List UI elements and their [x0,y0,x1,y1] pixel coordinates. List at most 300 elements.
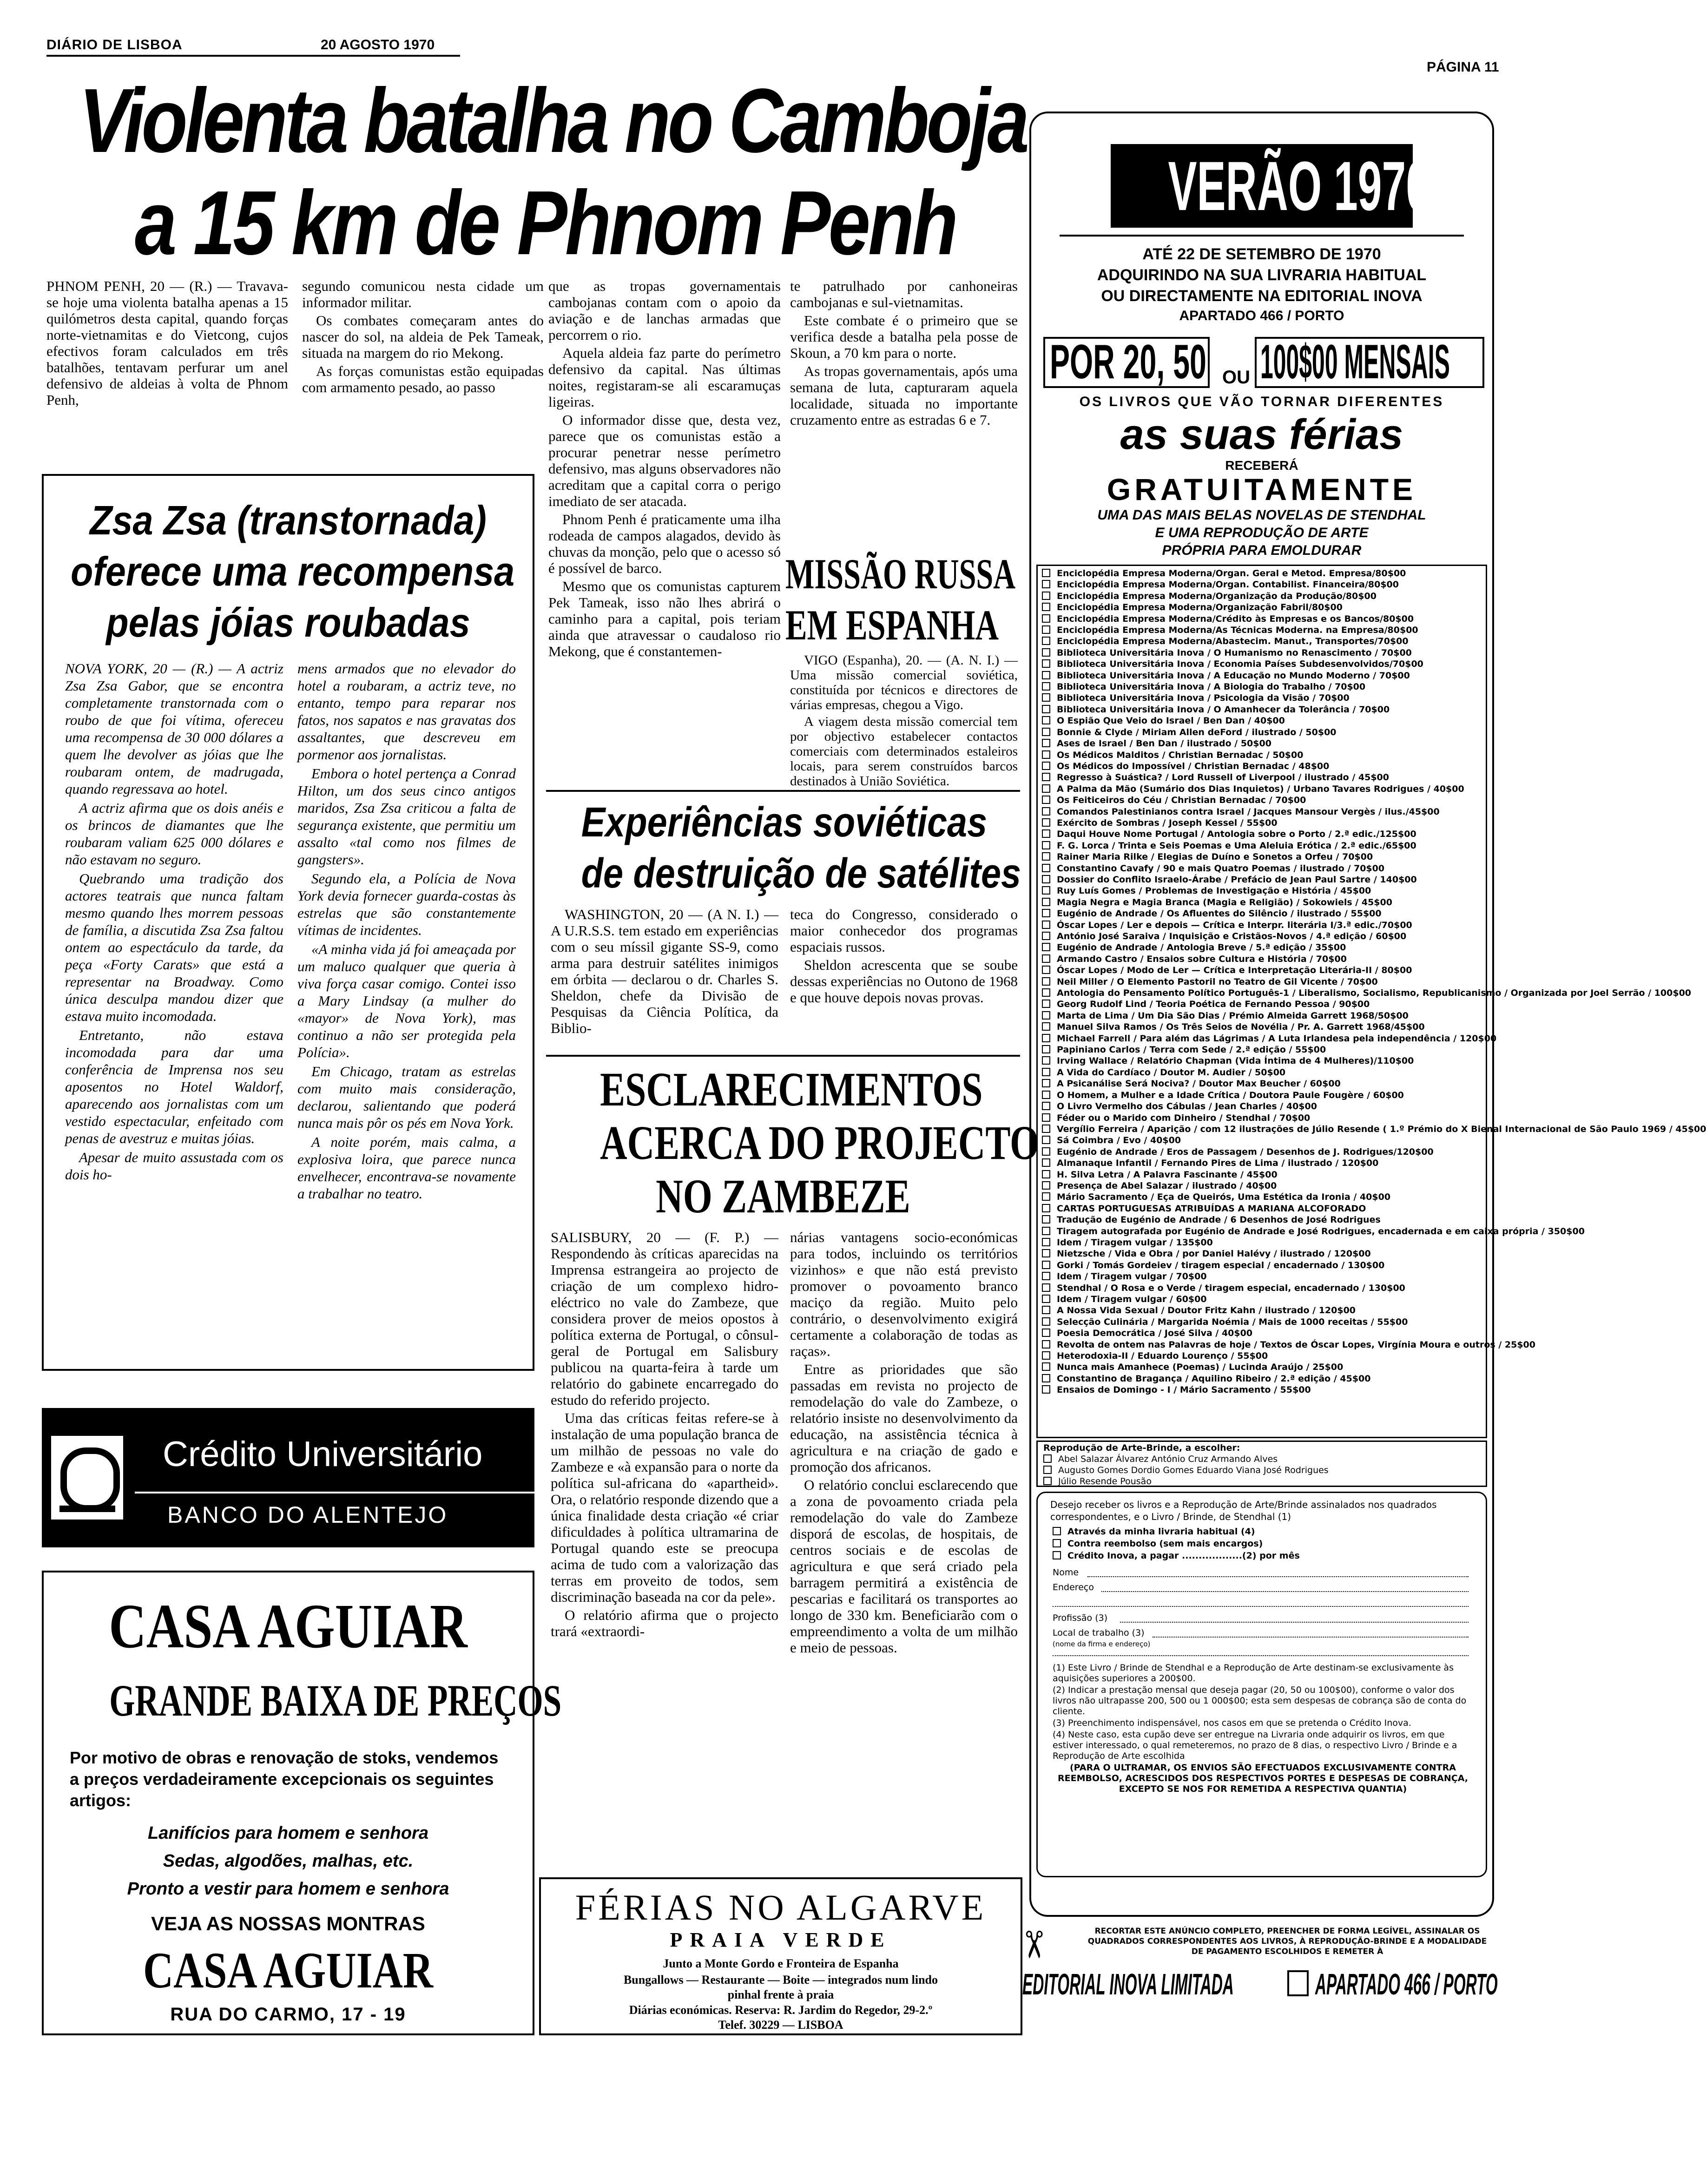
checkbox-icon[interactable] [1042,569,1050,577]
book-list-item[interactable] [1042,1260,1483,1271]
book-title: Enciclopédia Empresa Moderna/Organização Fabril/80$00 [1057,602,1343,613]
book-title: Poesia Democrática / José Silva / 40$00 [1057,1328,1253,1339]
checkbox-icon[interactable] [1042,728,1050,736]
checkbox-icon[interactable] [1042,1170,1050,1178]
book-list-item[interactable] [1042,897,1483,908]
inova-form-2[interactable] [1053,1526,1255,1537]
reproducao-label: Abel Salazar Álvarez António Cruz Armando Alves [1058,1454,1278,1464]
checkbox-icon[interactable] [1042,784,1050,793]
checkbox-icon[interactable] [1042,1215,1050,1224]
book-list-item[interactable] [1042,1158,1483,1169]
paragraph: A actriz afirma que os dois anéis e os brincos de diamantes que lhe roubaram valiam 625 000 dólares e não estavam no seguro. [65,800,283,868]
paragraph: segundo comunicou nesta cidade um informador militar. [302,278,544,310]
ferias-line-4: Telef. 30229 — LISBOA [718,2018,843,2032]
book-list-item[interactable] [1042,1203,1483,1214]
book-title: Neil Miller / O Elemento Pastoril no Teatro de Gil Vicente / 70$00 [1057,976,1378,987]
book-list-item[interactable] [1042,1226,1585,1237]
paragraph: NOVA YORK, 20 — (R.) — A actriz Zsa Zsa Gabor, que se encontra completamente transtornada com o roubo de que foi vítima, ofereceu uma recompensa de 30 000 dólares a quem lhe devolver as jóias que lhe roubaram ontem, de madrugada, quando regressava ao hotel. [65,660,283,797]
book-title: O Livro Vermelho dos Cábulas / Jean Charles / 40$00 [1057,1101,1317,1112]
checkbox-icon[interactable] [1042,1102,1050,1110]
checkbox-icon[interactable] [1042,1385,1050,1394]
book-title: Óscar Lopes / Modo de Ler — Crítica e Interpretação Literária-II / 80$00 [1057,965,1412,976]
inova-form-4[interactable] [1053,1550,1300,1561]
book-list-item[interactable] [1042,987,1692,999]
inova-price-b-text: 100$00 MENSAIS [1260,335,1450,389]
aguiar-title: CASA AGUIAR [109,1592,468,1661]
book-title: Nietzsche / Vida e Obra / por Daniel Halévy / ilustrado / 120$00 [1057,1249,1371,1259]
inova-acq-2: OU DIRECTAMENTE NA EDITORIAL INOVA [1101,287,1423,305]
inova-form-3[interactable] [1053,1538,1263,1549]
checkbox-icon[interactable] [1042,1091,1050,1099]
paragraph: Quebrando uma tradição dos actores teatrais que nunca faltam mesmo quando lhes morrem pessoas de família, a discutida Zsa Zsa faltou ontem ao espectáculo da tarde, da peça «Forty Carats» que está a representar na Broadway. Como única desculpa mandou dizer que estava muito incomodada. [65,870,283,1024]
book-list-item[interactable] [1042,636,1483,647]
book-list-item[interactable] [1042,591,1483,602]
checkbox-icon[interactable] [1042,875,1050,883]
book-title: Almanaque Infantil / Fernando Pires de Lima / ilustrado / 120$00 [1057,1158,1379,1169]
paragraph: que as tropas governamentais cambojanas contam com o apoio da aviação e de lanchas armadas que percorrem o rio. [548,278,781,343]
aguiar-cta: VEJA AS NOSSAS MONTRAS [151,1913,425,1934]
book-list-item[interactable] [1042,863,1483,874]
book-list-item[interactable] [1042,942,1483,953]
book-title: Eugénio de Andrade / Os Afluentes do Silêncio / ilustrado / 55$00 [1057,908,1382,919]
book-list-item[interactable] [1042,613,1483,625]
book-list-item[interactable] [1042,1055,1483,1066]
book-list-item[interactable] [1042,1044,1483,1055]
book-list-item[interactable] [1042,579,1483,590]
checkbox-icon[interactable] [1042,1192,1050,1201]
book-title: Idem / Tiragem vulgar / 60$00 [1057,1294,1207,1304]
book-list-item[interactable] [1042,1373,1483,1384]
aguiar-title-2: CASA AGUIAR [143,1942,433,1999]
book-list-item[interactable] [1042,704,1483,715]
aguiar-item-2: Sedas, algodões, malhas, etc. [163,1851,414,1871]
inova-price-a [1043,337,1210,388]
checkbox-icon[interactable] [1042,1204,1050,1212]
book-title: Enciclopédia Empresa Moderna/Crédito às Empresas e os Bancos/80$00 [1057,613,1414,624]
paragraph: Entretanto, não estava incomodada para dar uma conferência de Imprensa nos seu aposentos no Hotel Waldorf, aparecendo aos jornalistas com um vestido espectacular, enfeitado com penas de avestruz e muitas jóias. [65,1027,283,1146]
inova-notes [1053,1663,1473,1796]
checkbox-icon[interactable] [1043,1454,1052,1463]
book-title: Eugénio de Andrade / Eros de Passagem / Desenhos de J. Rodrigues/120$00 [1057,1146,1434,1157]
form-note: (PARA O ULTRAMAR, OS ENVIOS SÃO EFECTUADOS EXCLUSIVAMENTE CONTRA REEMBOLSO, ACRESCIDOS DOS RESPECTIVOS PORTES E DESPESAS DE COBRANÇA, EXCEPTO SE NOS FOR REMETIDA A RESPECTIVA QUANTIA) [1058,1763,1468,1794]
paragraph: SALISBURY, 20 — (F. P.) — Respondendo às críticas aparecidas na Imprensa estrangeira ao projecto de criação de um complexo hidro-eléctrico no vale do Zambeze, que considera prover de meios opostos à política externa de Portugal, o cônsul-geral de Portugal em Salisbury publicou na quarta-feira à tarde um relatório do gabinete encarregado do estudo do referido projecto. [551,1229,778,1408]
book-list-item[interactable] [1042,1124,1706,1135]
paragraph: Uma das críticas feitas refere-se à instalação de uma população branca de um milhão de pessoas no vale do Zambeze e «à expansão para o norte da política sul-africana do «apartheid». Ora, o relatório responde dizendo que a única finalidade desta criação «é criar dificuldades à política ultramarina de Portugal quando este se preocupa acima de tudo com a valorização das terras em proveito de todos, sem discriminação baseada na cor da pele». [551,1410,778,1605]
checkbox-icon[interactable] [1042,625,1050,634]
checkbox-icon[interactable] [1042,1340,1050,1349]
book-list-item[interactable] [1042,1384,1483,1395]
inova-form-nome-label: Nome [1053,1567,1079,1578]
book-title: Magia Negra e Magia Branca (Magia e Religião) / Sokowiels / 45$00 [1057,897,1392,908]
checkbox-icon[interactable] [1042,818,1050,827]
satelites-headline-1: Experiências soviéticas [581,799,988,846]
inova-form-profissao-field[interactable] [1120,1622,1469,1623]
inova-acq-3: APARTADO 466 / PORTO [1179,308,1344,323]
inova-form-local-note: (nome da firma e endereço) [1053,1640,1151,1648]
inova-reproducao-2[interactable] [1043,1465,1329,1476]
book-list-item[interactable] [1042,1135,1483,1146]
book-list-item[interactable] [1042,1191,1483,1203]
masthead-date: 20 AGOSTO 1970 [321,37,435,53]
book-list-item[interactable] [1042,670,1483,681]
checkbox-icon[interactable] [1042,693,1050,702]
checkbox-icon[interactable] [1042,648,1050,657]
inova-form-nome-field[interactable] [1087,1576,1469,1577]
book-title: Óscar Lopes / Ler e depois — Crítica e Interpr. literária I/3.ª edic./70$00 [1057,920,1412,930]
book-list-item[interactable] [1042,1146,1483,1158]
book-title: Rainer Maria Rilke / Elegias de Duíno e Sonetos a Orfeu / 70$00 [1057,852,1373,862]
inova-form-endereco-field[interactable] [1101,1591,1469,1592]
zambeze-col-2 [790,1229,1018,1658]
book-list-item[interactable] [1042,727,1483,738]
checkbox-icon[interactable] [1042,1079,1050,1087]
missao-headline-1: MISSÃO RUSSA [785,550,1016,598]
credito-banner [42,1408,534,1547]
inova-cut-note: RECORTAR ESTE ANÚNCIO COMPLETO, PREENCHER DE FORMA LEGÍVEL, ASSINALAR OS QUADRADOS CORRESPONDENTES AOS LIVROS, À REPRODUÇÃO-BRINDE E A MODALIDADE DE PAGAMENTO ESCOLHIDOS E REMETER À [1087,1927,1487,1956]
form-option-label: Através da minha livraria habitual (4) [1067,1526,1255,1537]
book-list-item[interactable] [1042,1339,1535,1350]
paragraph: «A minha vida já foi ameaçada por um maluco qualquer que queria à viva força casar comigo. Contei isso a Mary Lindsay (a mulher do «mayor» de Nova York), mas continuo a não ser protegida pela Polícia». [297,941,516,1060]
checkbox-icon[interactable] [1042,898,1050,906]
book-list-item[interactable] [1042,840,1483,851]
book-title: Bonnie & Clyde / Miriam Allen deFord / ilustrado / 50$00 [1057,727,1337,737]
paragraph: Segundo ela, a Polícia de Nova York devia fornecer guarda-costas às estrelas que são constantemente vítimas de incidentes. [297,870,516,938]
checkbox-icon[interactable] [1042,1249,1050,1257]
book-list-item[interactable] [1042,1214,1483,1225]
scissors-icon: ✂ [1012,1929,1055,1960]
paragraph: O relatório conclui esclarecendo que a zona de povoamento criada pela remodelação do vale do Zambeze disporá de escolas, de hospitais, de centros sociais e de escolas de agricultura e que será criado pela barragem permitirá a existência de pescarias e facilitará os transportes ao longo de 330 km. Beneficiarão com o empreendimento a volta de um milhão e meio de pessoas. [790,1477,1018,1656]
form-option-label: Contra reembolso (sem mais encargos) [1067,1539,1263,1549]
checkbox-icon[interactable] [1042,773,1050,781]
book-title: Enciclopédia Empresa Moderna/As Técnicas Moderna. na Empresa/80$00 [1057,625,1418,636]
book-list-item[interactable] [1042,1294,1483,1305]
inova-acq-1: ADQUIRINDO NA SUA LIVRARIA HABITUAL [1097,266,1427,284]
form-note: (3) Preenchimento indispensável, nos casos em que se pretenda o Crédito Inova. [1053,1718,1411,1728]
checkbox-icon[interactable] [1042,637,1050,645]
book-title: Stendhal / O Rosa e o Verde / tiragem especial, encadernado / 130$00 [1057,1283,1405,1293]
book-list-item[interactable] [1042,602,1483,613]
book-list-item[interactable] [1042,851,1483,862]
logo-ring [60,1447,120,1512]
missao-headline-2: EM ESPANHA [785,601,999,649]
inova-form-local-field-2[interactable] [1053,1655,1469,1656]
cambodia-col-1 [46,278,288,410]
book-list-item[interactable] [1042,806,1483,817]
checkbox-icon[interactable] [1042,671,1050,679]
paragraph: te patrulhado por canhoneiras cambojanas e sul-vietnamitas. [790,278,1018,310]
book-title: Biblioteca Universitária Inova / Economia Países Subdesenvolvidos/70$00 [1057,659,1423,670]
book-list-item[interactable] [1042,931,1483,942]
book-list-item[interactable] [1042,885,1483,896]
checkbox-icon[interactable] [1042,1034,1050,1042]
book-title: Antologia do Pensamento Político Português-1 / Liberalismo, Socialismo, Republicanismo / Organizada por Joel Serrão / 100$00 [1057,988,1692,999]
book-list-item[interactable] [1042,772,1483,783]
checkbox-icon[interactable] [1042,1158,1050,1167]
book-title: Biblioteca Universitária Inova / Psicologia da Visão / 70$00 [1057,693,1350,704]
book-title: Constantino de Bragança / Aquilino Ribeiro / 2.ª edição / 45$00 [1057,1373,1371,1384]
logo-bar [59,1506,115,1512]
checkbox-icon[interactable] [1042,1374,1050,1382]
book-title: Biblioteca Universitária Inova / A Biologia do Trabalho / 70$00 [1057,682,1366,692]
satelites-col-2 [790,906,1018,1007]
paragraph: Sheldon acrescenta que se soube dessas experiências no Outono de 1968 e que houve depois novas provas. [790,957,1018,1006]
book-list-item[interactable] [1042,999,1483,1010]
checkbox-icon[interactable] [1042,1181,1050,1190]
book-title: O Espião Que Veio do Israel / Ben Dan / 40$00 [1057,716,1285,726]
book-title: Vergílio Ferreira / Aparição / com 12 ilustrações de Júlio Resende ( 1.º Prémio do X Bienal Internacional de São Paulo 1969 / 45$00 [1057,1124,1706,1134]
paragraph: O informador disse que, desta vez, parece que os comunistas estão a procurar penetrar nesse perímetro defensivo, mas alguns observadores não acreditam que a capital corra o perigo imediato de ser atacada. [548,412,781,509]
checkbox-icon[interactable] [1042,864,1050,872]
credito-bank: BANCO DO ALENTEJO [167,1502,448,1528]
book-title: Michael Farrell / Para além das Lágrimas / A Luta Irlandesa pela independência / 120$00 [1057,1033,1497,1044]
book-list-item[interactable] [1042,783,1483,795]
checkbox-icon[interactable] [1042,750,1050,759]
paragraph: teca do Congresso, considerado o maior conhecedor dos programas espaciais russos. [790,906,1018,955]
checkbox-icon[interactable] [1042,1306,1050,1314]
book-list-item[interactable] [1042,1010,1483,1021]
checkbox-icon[interactable] [1042,580,1050,588]
book-title: Dossier do Conflito Israelo-Árabe / Prefácio de Jean Paul Sartre / 140$00 [1057,874,1417,885]
paragraph: Embora o hotel pertença a Conrad Hilton, um dos seus cinco antigos maridos, Zsa Zsa criticou a falta de segurança existente, que permitiu um assalto «tal como nos filmes de gangsters». [297,765,516,868]
checkbox-icon[interactable] [1042,1022,1050,1031]
checkbox-icon[interactable] [1053,1527,1061,1535]
checkbox-icon[interactable] [1042,1068,1050,1076]
aguiar-item-3: Pronto a vestir para homem e senhora [127,1879,449,1899]
book-title: Biblioteca Universitária Inova / A Educação no Mundo Moderno / 70$00 [1057,670,1410,681]
checkbox-icon[interactable] [1043,1466,1052,1474]
checkbox-icon[interactable] [1042,1272,1050,1280]
form-option-label: Crédito Inova, a pagar ..................(2) por mês [1067,1551,1300,1561]
checkbox-icon[interactable] [1053,1539,1061,1547]
checkbox-icon[interactable] [1042,909,1050,917]
satelites-rule-top [546,790,1020,792]
book-list-item[interactable] [1042,1180,1483,1191]
form-note: (4) Neste caso, esta cupão deve ser entregue na Livraria onde adquirir os livros, em que estiver interessado, o qual remeteremos, no prazo de 8 dias, o respectivo Livro / Brinde e a Reprodução de Arte escolhida [1053,1730,1457,1761]
checkbox-icon[interactable] [1042,1125,1050,1133]
book-title: Constantino Cavafy / 90 e mais Quatro Poemas / ilustrado / 70$00 [1057,863,1385,874]
book-list-item[interactable] [1042,1328,1483,1339]
book-list-item[interactable] [1042,829,1483,840]
book-list-item[interactable] [1042,795,1483,806]
book-title: Sá Coimbra / Evo / 40$00 [1057,1135,1181,1146]
checkbox-icon[interactable] [1042,954,1050,963]
checkbox-icon[interactable] [1042,1056,1050,1065]
book-title: Exército de Sombras / Joseph Kessel / 55$00 [1057,817,1278,828]
checkbox-icon[interactable] [1042,1000,1050,1008]
checkbox-icon[interactable] [1042,807,1050,816]
checkbox-icon[interactable] [1042,659,1050,668]
checkbox-icon[interactable] [1042,852,1050,861]
book-list-item[interactable] [1042,1078,1483,1089]
checkbox-icon[interactable] [1042,932,1050,940]
checkbox-icon[interactable] [1042,966,1050,974]
book-title: Féder ou o Marido com Dinheiro / Stendhal / 70$00 [1057,1112,1311,1123]
ferias-line-1: Junto a Monte Gordo e Fronteira de Espanha [663,1957,899,1970]
reproducao-label: Júlio Resende Pousão [1058,1476,1152,1487]
checkbox-icon[interactable] [1042,1238,1050,1246]
inova-novela-2: E UMA REPRODUÇÃO DE ARTE [1155,525,1369,540]
book-list-item[interactable] [1042,658,1483,670]
book-list-item[interactable] [1042,874,1483,885]
book-title: Gorki / Tomás Gordeiev / tiragem especial / encadernado / 130$00 [1057,1260,1385,1270]
book-list-item[interactable] [1042,1305,1483,1316]
book-title: F. G. Lorca / Trinta e Seis Poemas e Uma Aleluia Erótica / 2.ª edic./65$00 [1057,840,1416,851]
checkbox-icon[interactable] [1042,921,1050,929]
book-title: Papiniano Carlos / Terra com Sede / 2.ª edição / 55$00 [1057,1045,1326,1055]
book-list-item[interactable] [1042,1316,1483,1328]
cambodia-col-3 [548,278,781,661]
checkbox-icon[interactable] [1042,1136,1050,1144]
book-list-item[interactable] [1042,1112,1483,1124]
book-title: Biblioteca Universitária Inova / O Humanismo no Renascimento / 70$00 [1057,647,1412,658]
satelites-rule-bottom [546,1055,1020,1057]
checkbox-icon[interactable] [1043,1477,1052,1485]
book-list-item[interactable] [1042,1248,1483,1259]
inova-footer-b: APARTADO 466 / PORTO [1315,1967,1498,2001]
book-title: Manuel Silva Ramos / Os Três Seios de Novélia / Pr. A. Garrett 1968/45$00 [1057,1022,1425,1033]
book-title: Os Feiticeiros do Céu / Christian Bernadac / 70$00 [1057,795,1306,806]
book-title: Selecção Culinária / Margarida Noémia / Mais de 1000 receitas / 55$00 [1057,1316,1408,1327]
inova-form-1: Desejo receber os livros e a Reprodução de Arte/Brinde assinalados nos quadrados correspondentes, e o Livro / Brinde, de Stendhal (1) [1050,1499,1437,1522]
book-list-item[interactable] [1042,920,1483,931]
checkbox-icon[interactable] [1042,977,1050,986]
inova-logo [1111,144,1430,228]
paragraph: O relatório afirma que o projecto trará «extraordi- [551,1607,778,1639]
aguiar-intro: Por motivo de obras e renovação de stoks, vendemos a preços verdadeiramente excepcionais os seguintes artigos: [70,1748,499,1810]
ferias-line-3: Diárias económicas. Reserva: R. Jardim do Regedor, 29-2.º [629,2003,933,2017]
checkbox-icon[interactable] [1053,1551,1061,1559]
ferias-line-2: Bungallows — Restaurante — Boite — integrados num lindo pinhal frente à praia [623,1973,938,2001]
book-list-item[interactable] [1042,1237,1483,1248]
book-title: O Homem, a Mulher e a Idade Crítica / Doutora Paule Fougère / 60$00 [1057,1090,1404,1100]
book-title: Ruy Luís Gomes / Problemas de Investigação e História / 45$00 [1057,886,1371,896]
paragraph: Em Chicago, tratam as estrelas com muito mais consideração, declarou, salientando que poderá nunca mais pôr os pés em Nova York. [297,1063,516,1131]
checkbox-icon[interactable] [1042,592,1050,600]
checkbox-icon[interactable] [1042,682,1050,691]
book-list-item[interactable] [1042,1067,1483,1078]
book-title: Tradução de Eugénio de Andrade / 6 Desenhos de José Rodrigues [1057,1215,1381,1225]
book-list-item[interactable] [1042,761,1483,772]
inova-reproducao-1[interactable] [1043,1454,1278,1465]
book-title: CARTAS PORTUGUESAS ATRIBUÍDAS A MARIANA ALCOFORADO [1057,1203,1366,1214]
book-list-item[interactable] [1042,750,1483,761]
checkbox-icon[interactable] [1042,1045,1050,1053]
paragraph: Mesmo que os comunistas capturem Pek Tameak, isso não lhes abrirá o caminho para a capital, pois teriam ainda que atravessar o caudaloso rio Mekong, que é constantemen- [548,578,781,659]
book-title: Enciclopédia Empresa Moderna/Organização da Produção/80$00 [1057,591,1377,601]
checkbox-icon[interactable] [1042,1113,1050,1122]
paragraph: PHNOM PENH, 20 — (R.) — Travava-se hoje uma violenta batalha apenas a 15 quilómetros desta capital, quando forças norte-vietnamitas e do Vietcong, cujos efectivos foram calculados em três batalhões, tentavam perfurar um anel defensivo de aldeias à volta de Phnom Penh, [46,278,288,408]
paragraph: mens armados que no elevador do hotel a roubaram, a actriz teve, no entanto, tempo para reparar nos fatos, nos sapatos e nas gravatas dos assaltantes, que descreveu em pormenor aos jornalistas. [297,660,516,763]
checkbox-icon[interactable] [1042,1147,1050,1156]
zsazsa-col-2 [297,660,516,1204]
cambodia-col-2 [302,278,544,397]
checkbox-icon[interactable] [1042,943,1050,951]
book-list-item[interactable] [1042,976,1483,987]
aguiar-address: RUA DO CARMO, 17 - 19 [170,2004,406,2025]
book-list-item[interactable] [1042,568,1483,579]
checkbox-icon[interactable] [1042,1011,1050,1020]
book-list-item[interactable] [1042,1101,1483,1112]
inova-form-endereco-label: Endereço [1053,1582,1094,1592]
checkbox-icon[interactable] [1042,886,1050,895]
book-list-item[interactable] [1042,1283,1483,1294]
checkbox-icon[interactable] [1042,1227,1050,1235]
book-list-item[interactable] [1042,715,1483,726]
book-list-item[interactable] [1042,1090,1483,1101]
inova-price-b [1255,337,1484,388]
checkbox-icon[interactable] [1042,1283,1050,1292]
book-list-item[interactable] [1042,625,1483,636]
checkbox-icon[interactable] [1042,1351,1050,1360]
paragraph: A viagem desta missão comercial tem por objectivo estabelecer contactos comerciais com determinados estaleiros locais, para serem construídos barcos destinados à União Soviética. [790,714,1018,789]
inova-form-local-field[interactable] [1153,1637,1469,1638]
checkbox-icon[interactable] [1042,716,1050,724]
checkbox-icon[interactable] [1042,841,1050,849]
checkbox-icon[interactable] [1042,705,1050,713]
checkbox-icon[interactable] [1042,1329,1050,1337]
book-list-item[interactable] [1042,681,1483,692]
book-title: Armando Castro / Ensaios sobre Cultura e História / 70$00 [1057,954,1347,964]
book-list-item[interactable] [1042,647,1483,658]
credito-title: Crédito Universitário [163,1434,483,1474]
book-title: Enciclopédia Empresa Moderna/Organ. Contabilist. Financeira/80$00 [1057,579,1399,590]
inova-footer-a: EDITORIAL INOVA LIMITADA [1022,1967,1234,2001]
book-list-item[interactable] [1042,1350,1483,1362]
paragraph: A noite porém, mais calma, a explosiva loira, que parece nunca envelhecer, encontrava-se novamente a trabalhar no teatro. [297,1134,516,1202]
book-list-item[interactable] [1042,965,1483,976]
checkbox-icon[interactable] [1042,1261,1050,1269]
inova-recebera: RECEBERÁ [1225,458,1298,473]
book-title: Presença de Abel Salazar / ilustrado / 40$00 [1057,1180,1277,1191]
checkbox-icon[interactable] [1042,614,1050,623]
paragraph: Entre as prioridades que são passadas em revista no projecto de remodelação do vale do Zambeze, o relatório insiste no desenvolvimento da educação, na assistência técnica à agricultura e na criação de gado e promoção dos africanos. [790,1361,1018,1475]
checkbox-icon[interactable] [1042,829,1050,838]
book-list-item[interactable] [1042,1033,1497,1044]
inova-ferias: as suas férias [1120,411,1403,458]
checkbox-icon[interactable] [1042,988,1050,997]
book-list-item[interactable] [1042,954,1483,965]
paragraph: nárias vantagens socio-económicas para todos, incluindo os territórios vizinhos» e que não está previsto promover o povoamento branco maciço da região. Muito pelo contrário, o desenvolvimento exigirá certamente a colaboração de todas as raças». [790,1229,1018,1359]
checkbox-icon[interactable] [1042,762,1050,770]
book-list-item[interactable] [1042,1271,1483,1282]
zambeze-col-1 [551,1229,778,1641]
book-list-item[interactable] [1042,738,1483,749]
masthead-rule [46,55,460,57]
checkbox-icon[interactable] [1042,739,1050,747]
ferias-title: FÉRIAS NO ALGARVE [575,1887,987,1927]
book-list-item[interactable] [1042,908,1483,919]
checkbox-icon[interactable] [1042,796,1050,804]
book-list-item[interactable] [1042,692,1483,704]
inova-reproducao-3[interactable] [1043,1476,1152,1487]
inova-footer-box-icon [1287,1970,1309,1996]
masthead-paper: DIÁRIO DE LISBOA [46,37,183,53]
cambodia-col-4 [790,278,1018,430]
book-list-item[interactable] [1042,1169,1483,1180]
book-list-item[interactable] [1042,817,1483,829]
paragraph: Phnom Penh é praticamente uma ilha rodeada de campos alagados, devido às chuvas da monção, pelo que o acesso só é possível de barco. [548,511,781,576]
checkbox-icon[interactable] [1042,603,1050,611]
checkbox-icon[interactable] [1042,1317,1050,1326]
paragraph: WASHINGTON, 20 — (A N. I.) — A U.R.S.S. tem estado em experiências com o seu míssil gigante SS-9, como arma para destruir satélites inimigos em órbita — declarou o dr. Charles S. Sheldon, chefe da Divisão de Pesquisas da Ciência Política, da Biblio- [551,906,778,1036]
checkbox-icon[interactable] [1042,1295,1050,1303]
book-list-item[interactable] [1042,1362,1483,1373]
book-title: Daqui Houve Nome Portugal / Antologia sobre o Porto / 2.ª edic./125$00 [1057,829,1416,840]
cambodia-headline-2: a 15 km de Phnom Penh [135,172,956,274]
checkbox-icon[interactable] [1042,1362,1050,1371]
book-list-item[interactable] [1042,1021,1483,1033]
inova-form-endereco-field-2[interactable] [1053,1606,1469,1607]
